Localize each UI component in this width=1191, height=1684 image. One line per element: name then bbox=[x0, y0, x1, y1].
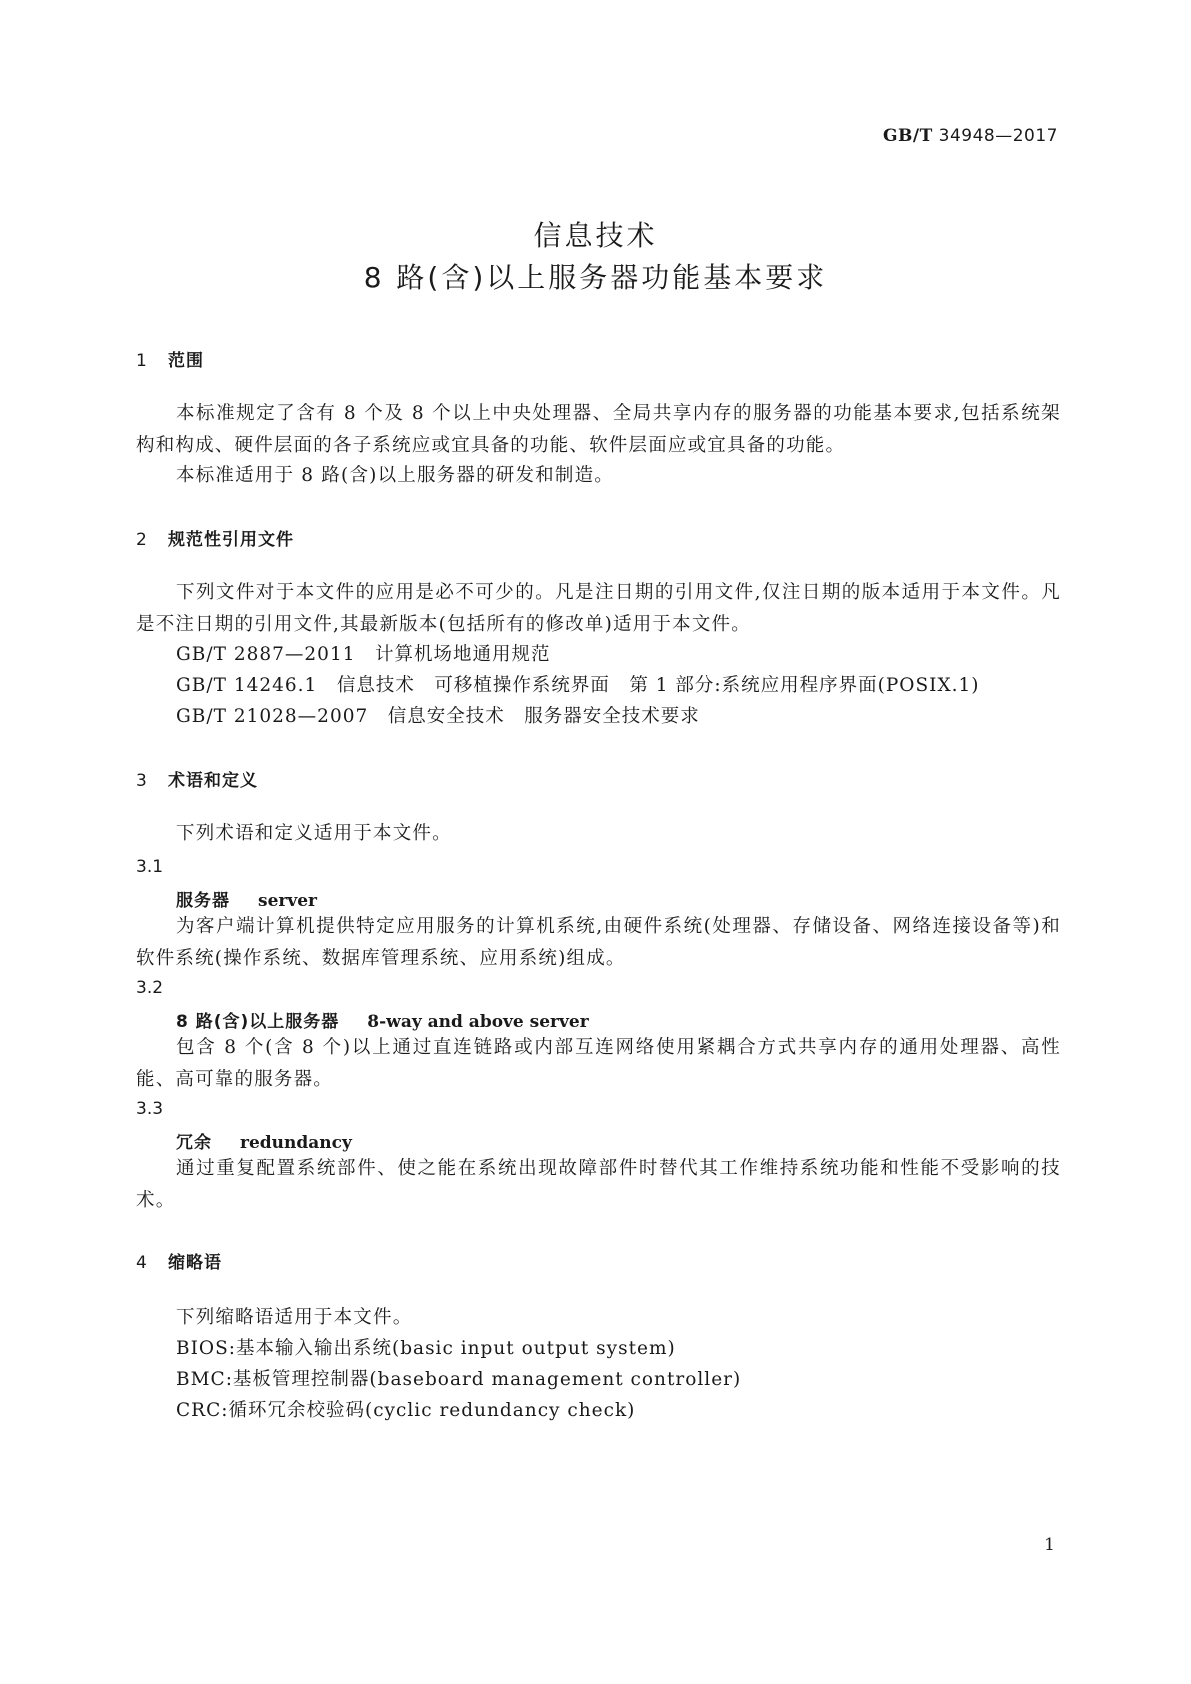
term-en: 8-way and above server bbox=[367, 1012, 589, 1032]
term-zh: 8 路(含)以上服务器 bbox=[176, 1012, 340, 1032]
reference-item bbox=[176, 701, 700, 733]
section-2-paragraph: 下列文件对于本文件的应用是必不可少的。凡是注日期的引用文件,仅注日期的版本适用于本文件。凡是不注日期的引用文件,其最新版本(包括所有的修改单)适用于本文件。 bbox=[136, 582, 1061, 635]
reference-title: 信息安全技术 服务器安全技术要求 bbox=[387, 706, 700, 727]
section-number: 4 bbox=[136, 1253, 148, 1273]
standard-number bbox=[883, 126, 1058, 146]
abbreviation-item: BIOS:基本输入输出系统(basic input output system) bbox=[176, 1338, 676, 1359]
section-title: 范围 bbox=[168, 351, 204, 371]
standard-code: 34948—2017 bbox=[938, 126, 1058, 146]
section-title: 缩略语 bbox=[168, 1253, 222, 1273]
term-number: 3.1 bbox=[136, 857, 164, 877]
section-number: 3 bbox=[136, 771, 148, 791]
section-1-heading bbox=[136, 346, 204, 371]
section-4-intro: 下列缩略语适用于本文件。 bbox=[176, 1307, 413, 1328]
term-zh: 服务器 bbox=[176, 891, 230, 911]
reference-item bbox=[176, 670, 979, 702]
document-title-line2: 8 路(含)以上服务器功能基本要求 bbox=[363, 261, 828, 294]
term-definition: 为客户端计算机提供特定应用服务的计算机系统,由硬件系统(处理器、存储设备、网络连接设备等)和软件系统(操作系统、数据库管理系统、应用系统)组成。 bbox=[136, 916, 1061, 969]
term-en: redundancy bbox=[240, 1133, 352, 1153]
section-1-paragraph-1: 本标准规定了含有 8 个及 8 个以上中央处理器、全局共享内存的服务器的功能基本要求,包括系统架构和构成、硬件层面的各子系统应或宜具备的功能、软件层面应或宜具备的功能。 bbox=[136, 403, 1061, 456]
section-1-paragraph-2: 本标准适用于 8 路(含)以上服务器的研发和制造。 bbox=[176, 465, 614, 486]
section-number: 2 bbox=[136, 530, 148, 550]
reference-item bbox=[176, 639, 551, 671]
document-title-line1: 信息技术 bbox=[533, 219, 658, 252]
reference-code: GB/T 21028—2007 bbox=[176, 706, 369, 727]
section-4-heading bbox=[136, 1248, 222, 1273]
term-en: server bbox=[258, 891, 317, 911]
term-definition: 包含 8 个(含 8 个)以上通过直连链路或内部互连网络使用紧耦合方式共享内存的通用处理器、高性能、高可靠的服务器。 bbox=[136, 1037, 1061, 1090]
term-number: 3.3 bbox=[136, 1099, 164, 1119]
section-3-heading bbox=[136, 766, 258, 791]
abbreviation-item: CRC:循环冗余校验码(cyclic redundancy check) bbox=[176, 1400, 636, 1421]
abbreviation-item: BMC:基板管理控制器(baseboard management controller) bbox=[176, 1369, 742, 1390]
reference-title: 计算机场地通用规范 bbox=[375, 644, 551, 665]
section-3-intro: 下列术语和定义适用于本文件。 bbox=[176, 823, 452, 844]
term-heading bbox=[176, 1007, 589, 1032]
reference-code: GB/T 14246.1 bbox=[176, 675, 318, 696]
section-number: 1 bbox=[136, 351, 148, 371]
reference-title: 信息技术 可移植操作系统界面 第 1 部分:系统应用程序界面(POSIX.1) bbox=[336, 675, 980, 696]
term-number: 3.2 bbox=[136, 978, 164, 998]
term-definition: 通过重复配置系统部件、使之能在系统出现故障部件时替代其工作维持系统功能和性能不受影响的技术。 bbox=[136, 1158, 1061, 1211]
term-zh: 冗余 bbox=[176, 1133, 212, 1153]
standard-prefix: GB/T bbox=[883, 126, 933, 146]
page-number: 1 bbox=[1044, 1535, 1055, 1555]
section-2-heading bbox=[136, 525, 294, 550]
section-title: 术语和定义 bbox=[168, 771, 258, 791]
section-title: 规范性引用文件 bbox=[168, 530, 294, 550]
term-heading bbox=[176, 886, 317, 911]
reference-code: GB/T 2887—2011 bbox=[176, 644, 356, 665]
term-heading bbox=[176, 1128, 352, 1153]
